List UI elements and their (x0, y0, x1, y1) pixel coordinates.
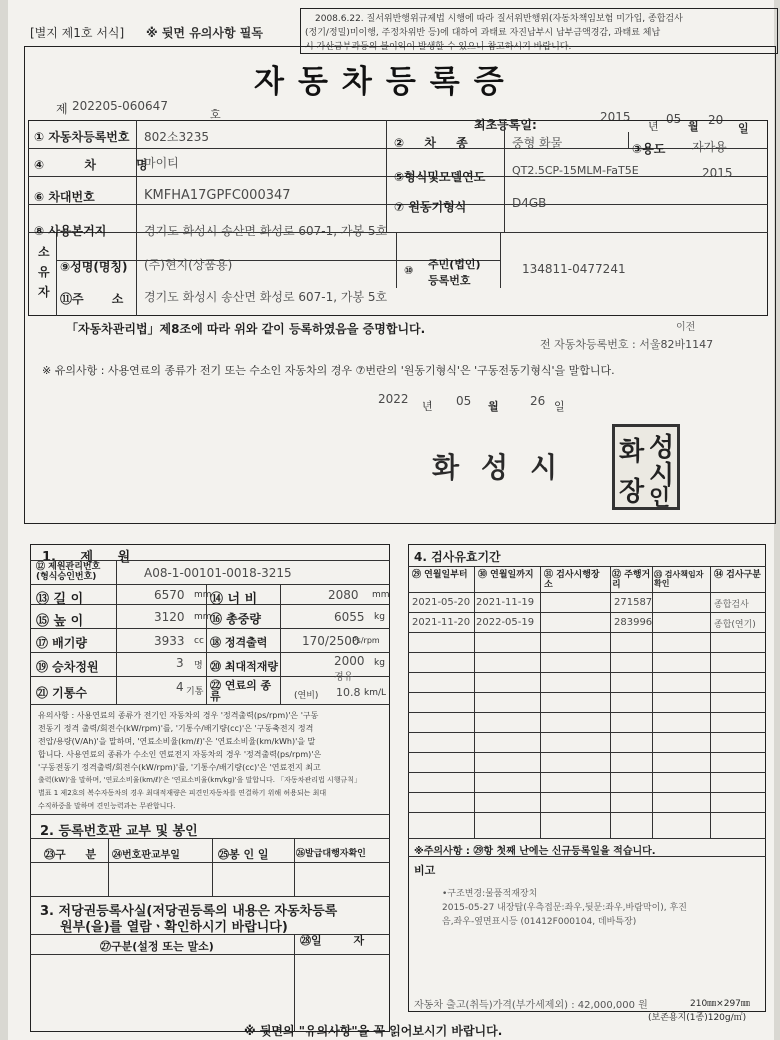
issuer-name: 화성시 (432, 451, 580, 484)
spec-length: 6570 (154, 588, 185, 602)
inspection-row: 2021-11-20 (412, 617, 471, 628)
base-address-value: 경기도 화성시 송산면 화성로 607-1, 가봉 5호 (144, 224, 388, 238)
spec-cylinders: 4 (176, 680, 184, 694)
spec-displacement: 3933 (154, 634, 185, 648)
inspection-row: 2021-05-20 (412, 597, 471, 608)
inspection-note: ※주의사항 : ㉙항 첫째 난에는 신규등록일을 적습니다. (414, 846, 656, 857)
spec-mgmt-no: A08-1-00101-0018-3215 (144, 566, 292, 580)
model-type-value: QT2.5CP-15MLM-FaT5E (512, 164, 639, 177)
registration-certificate: [별지 제1호 서식] ※ 뒷면 유의사항 필독 2008.6.22. 질서위반행위규제법 시행에 따라 질서위반행위(자동차책임보험 미가입, 종합검사 (정기/정밀)미이행, 주정차위반 등)에 대하여 과태료 자진납부시 납부금액경감, 과태료 체납 시 가산금부과등의 불이익이 발생할 수 있으니 참고하시기 바랍니다. 자동차등록증 제 202205-060647 호 최초등록일: 2015 년 05 월 20 일 ① 자동차등록번호 802소3235 ② 차 종 중형 화물 ③용도 자가용 ④ 차 명 마이티 ⑤형식및모델연도 QT2.5CP-15MLM-FaT5E 2015 ⑥ 차대번호 KMFHA17GPFC000347 ⑦ 원동기형식 D4GB ⑧ 사용본거지 경기도 화성시 송산면 화성로 607-1, 가봉 5호 소유자 ⑨성명(명칭) (주)현지(상품용) ⑩ 주민(법인) 등록번호 134811-0477241 ⑪주 소 경기도 화성시 송산면 화성로 607-1, 가봉 5호 「자동차관리법」제8조에 따라 위와 같이 등록하였음을 증명합니다. 이전 전 자동차등록번호 : 서울82바1147 ※ 유의사항 : 사용연료의 종류가 전기 또는 수소인 자동차의 경우 ⑦번란의 '원동기형식'은 '구동전동기형식'을 말합니다. 2022 년 05 월 26 일 화성시 화 성 시 장 인 1. 제 원 ⑫ 제원관리번호 (형식승인번호) A08-1-00101-0018-3215 ⑬ 길 이 6570 mm ⑭ 너 비 2080 mm ⑮ 높 이 3120 mm ⑯ 총중량 6055 kg ⑰ 배기량 3933 cc ⑱ 정격출력 170/2500 Ps/rpm ⑲ 승차정원 3 명 ⑳ 최대적재량 2000 kg ㉑ 기통수 4 기통 ㉒ 연료의 종류 경유 (연비) 10.8 km/L 유의사항 : 사용연료의 종류가 전기인 자동차의 경우 '정격출력(ps/rpm)'은 '구동 전동기 정격 출력/회전수(kW/rpm)'를, '기통수/배기량(cc)'은 '구동축전지 정격 전압/용량(V/Ah)'을 말하며, '연료소비율(km/ℓ)'은 '연료소비율(km/kWh)'을 말 합니다. 사용연료의 종류가 수소인 연료전지 자동차의 경우 '정격출력(ps/rpm)'은 '구동전동기 정격출력/회전수(kW/rpm)'를, '기통수/배기량(cc)'은 '연료전지 최고 출력(kW)'을 말하며, '연료소비율(km/ℓ)'은 '연료소비율(km/kg)'을 말합니다. 「자동차관리법 시행규칙」 별표 1 제2호의 복수자동차의 경우 최대적재량은 피견인자동차를 연결하기 위해 허용되는 최대 수직하중을 말하며 견인능력과는 무관합니다. 2. 등록번호판 교부 및 봉인 ㉓구 분 ㉔번호판교부일 ㉕봉 인 일 ㉖발급대행자확인 3. 저당권등록사실(저당권등록의 내용은 자동차등록 원부(을)를 열람ㆍ확인하시기 바랍니다) ㉗구분(설정 또는 말소) ㉘일 자 4. 검사유효기간 ㉙ 연월일부터 ㉚ 연월일까지 ㉛ 검사시행장소 ㉜ 주행거리 ㉝ 검사책임자확인 ㉞ 검사구분 2021-05-20 2021-11-19 271587 종합검사 2021-11-20 2022-05-19 283996 종합(연기) ※주의사항 : ㉙항 첫째 난에는 신규등록일을 적습니다. 비고 •구조변경:물품적재장치 2015-05-27 내장탑(우측접문:좌우,뒷문:좌우,바람막이), 후진 음,좌우-옆면표시등 (01412F000104, 데바특장) 자동차 출고(취득)가격(부가세제외) : 42,000,000 원 210㎜×297㎜ (보존용지(1종)120g/㎡) ※ 뒷면의 "유의사항"을 꼭 읽어보시기 바랍니다. (8, 0, 774, 1040)
spec-width: 2080 (328, 588, 359, 602)
plate-heading: 2. 등록번호판 교부 및 봉인 (40, 824, 198, 839)
spec-power: 170/2500 (302, 634, 360, 648)
model-name-value: 마이티 (144, 156, 179, 170)
first-reg-label: 최초등록일: (474, 118, 537, 132)
penalty-notice-box: 2008.6.22. 질서위반행위규제법 시행에 따라 질서위반행위(자동차책임보험 미가입, 종합검사 (정기/정밀)미이행, 주정차위반 등)에 대하여 과태료 자진납부시 납부금액경감, 과태료 체납 시 가산금부과등의 불이익이 발생할 수 있으니 참고하시기 바랍니다. (300, 8, 778, 54)
lien-heading: 3. 저당권등록사실(저당권등록의 내용은 자동차등록 (40, 904, 338, 919)
issue-year: 2022 (378, 392, 409, 406)
spec-fuel-type: 경유 (334, 672, 354, 683)
owner-name-value: (주)현지(상품용) (144, 258, 233, 272)
price-note: 자동차 출고(취득)가격(부가세제외) : 42,000,000 원 (414, 1000, 648, 1011)
spec-fuel-efficiency: 10.8 (336, 686, 361, 699)
spec-max-load: 2000 (334, 654, 365, 668)
issue-day: 26 (530, 394, 546, 408)
caution-note: ※ 유의사항 : 사용연료의 종류가 전기 또는 수소인 자동차의 경우 ⑦번란의 '원동기형식'은 '구동전동기형식'을 말합니다. (42, 364, 615, 377)
page-title: 자동차등록증 (254, 64, 518, 100)
model-year-value: 2015 (702, 166, 733, 180)
reg-no-label: 제 (56, 102, 68, 116)
prev-plate-number: 전 자동차등록번호 : 서울82바1147 (540, 338, 714, 351)
issue-month: 05 (456, 394, 472, 408)
certify-text: 「자동차관리법」제8조에 따라 위와 같이 등록하였음을 증명합니다. (66, 322, 426, 336)
remarks-text: •구조변경:물품적재장치 (442, 889, 538, 899)
owner-address-value: 경기도 화성시 송산면 화성로 607-1, 가봉 5호 (144, 290, 388, 304)
engine-type-value: D4GB (512, 196, 547, 210)
owner-label: 소유자 (38, 245, 50, 299)
official-seal-icon: 화 성 시 장 인 (612, 424, 680, 510)
spec-seats: 3 (176, 656, 184, 670)
inspection-box (408, 544, 766, 1012)
owner-id-value: 134811-0477241 (522, 262, 626, 276)
reg-no-value: 202205-060647 (72, 99, 168, 113)
plate-no-label: ① 자동차등록번호 (34, 130, 130, 144)
remarks-label: 비고 (414, 864, 436, 877)
inspection-heading: 4. 검사유효기간 (414, 550, 501, 564)
id-icon: ⑩ (404, 264, 414, 277)
vin-value: KMFHA17GPFC000347 (144, 188, 291, 203)
plate-no-value: 802소3235 (144, 130, 210, 144)
spec-gross-weight: 6055 (334, 610, 365, 624)
header-note: ※ 뒷면 유의사항 필독 (146, 26, 263, 40)
spec-heading: 1. 제 원 (42, 550, 131, 565)
spec-height: 3120 (154, 610, 185, 624)
footer-note: ※ 뒷면의 "유의사항"을 꼭 읽어보시기 바랍니다. (244, 1024, 503, 1038)
usage-value: 자가용 (692, 140, 727, 154)
vehicle-class-value: 중형 화물 (512, 136, 563, 150)
form-number: [별지 제1호 서식] (30, 26, 125, 40)
